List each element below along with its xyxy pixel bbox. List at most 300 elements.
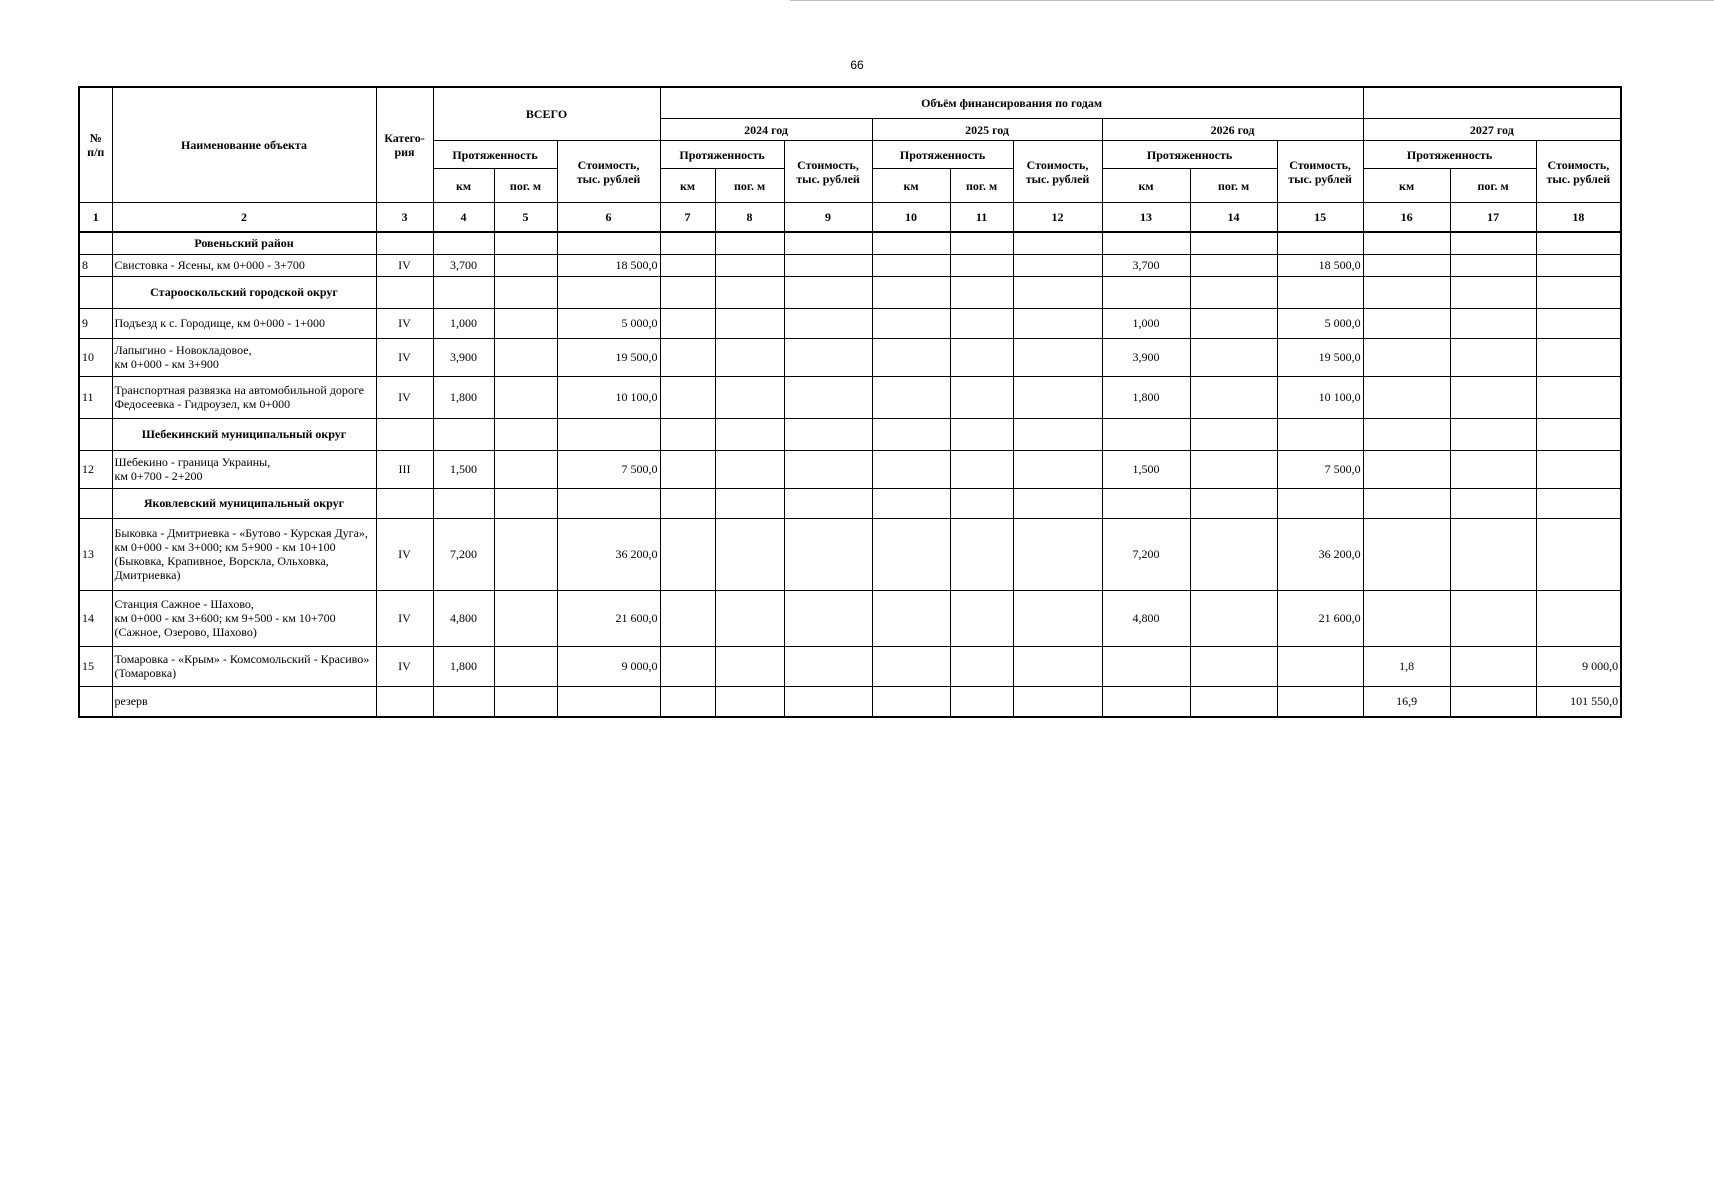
empty-cell (376, 232, 433, 254)
empty-cell (872, 488, 950, 518)
header-pog-m: пог. м (1450, 169, 1536, 203)
empty-cell (1450, 276, 1536, 308)
table-row (79, 450, 1621, 488)
length-km-cell (1363, 308, 1450, 338)
category-cell: IV (376, 338, 433, 376)
header-length: Протяженность (872, 141, 1013, 169)
row-number: 14 (79, 590, 112, 646)
table-row (79, 376, 1621, 418)
empty-cell (784, 276, 872, 308)
header-year-2027: 2027 год (1363, 119, 1621, 141)
cost-cell (784, 254, 872, 276)
length-m-cell (715, 338, 784, 376)
empty-cell (872, 276, 950, 308)
financing-table (78, 86, 1622, 718)
object-name: Подъезд к с. Городище, км 0+000 - 1+000 (112, 308, 376, 338)
cost-cell (557, 686, 660, 717)
cost-cell: 9 000,0 (1536, 646, 1621, 686)
table-row (79, 646, 1621, 686)
empty-cell (557, 488, 660, 518)
length-m-cell (715, 590, 784, 646)
column-index-cell: 3 (376, 203, 433, 233)
section-row (79, 276, 1621, 308)
category-cell: IV (376, 254, 433, 276)
empty-cell (1013, 232, 1102, 254)
row-number: 15 (79, 646, 112, 686)
empty-cell (1277, 276, 1363, 308)
length-km-cell (433, 686, 494, 717)
length-km-cell: 3,700 (433, 254, 494, 276)
category-cell: III (376, 450, 433, 488)
column-index-cell: 11 (950, 203, 1013, 233)
length-km-cell (1363, 450, 1450, 488)
cost-cell: 21 600,0 (557, 590, 660, 646)
empty-cell (1190, 276, 1277, 308)
length-m-cell (1190, 338, 1277, 376)
column-index-cell: 1 (79, 203, 112, 233)
cost-cell: 7 500,0 (1277, 450, 1363, 488)
empty-cell (376, 276, 433, 308)
length-km-cell (872, 590, 950, 646)
cost-cell (1013, 686, 1102, 717)
empty-cell (494, 276, 557, 308)
cost-cell: 21 600,0 (1277, 590, 1363, 646)
empty-cell (715, 276, 784, 308)
cost-cell (784, 338, 872, 376)
length-km-cell: 1,8 (1363, 646, 1450, 686)
scan-edge-line (790, 0, 1714, 1)
cost-cell (1536, 338, 1621, 376)
length-m-cell (950, 254, 1013, 276)
cost-cell: 19 500,0 (1277, 338, 1363, 376)
cost-cell (1013, 308, 1102, 338)
header-pog-m: пог. м (715, 169, 784, 203)
length-m-cell (1450, 686, 1536, 717)
cost-cell (1536, 450, 1621, 488)
empty-cell (494, 418, 557, 450)
header-cost: Стоимость, тыс. рублей (784, 141, 872, 203)
length-km-cell: 7,200 (433, 518, 494, 590)
cost-cell: 10 100,0 (557, 376, 660, 418)
cost-cell (784, 590, 872, 646)
empty-cell (715, 488, 784, 518)
cost-cell: 36 200,0 (1277, 518, 1363, 590)
empty-cell (872, 418, 950, 450)
table-row (79, 518, 1621, 590)
row-number: 13 (79, 518, 112, 590)
cost-cell (1013, 590, 1102, 646)
empty-cell (557, 276, 660, 308)
length-m-cell (715, 308, 784, 338)
header-funding: Объём финансирования по годам (660, 87, 1363, 119)
empty-cell (950, 418, 1013, 450)
cost-cell (784, 686, 872, 717)
length-km-cell (1102, 646, 1190, 686)
cost-cell (1013, 518, 1102, 590)
length-m-cell (715, 646, 784, 686)
length-m-cell (494, 590, 557, 646)
header-pog-m: пог. м (494, 169, 557, 203)
empty-cell (872, 232, 950, 254)
length-km-cell (872, 646, 950, 686)
length-km-cell (660, 646, 715, 686)
header-total: ВСЕГО (433, 87, 660, 141)
table-row (79, 254, 1621, 276)
length-km-cell (872, 338, 950, 376)
section-title: Ровеньский район (112, 232, 376, 254)
cost-cell (1013, 376, 1102, 418)
length-m-cell (1190, 450, 1277, 488)
length-km-cell (1363, 376, 1450, 418)
cost-cell (1013, 254, 1102, 276)
empty-cell (1102, 276, 1190, 308)
length-km-cell (872, 308, 950, 338)
empty-cell (1013, 276, 1102, 308)
cost-cell: 18 500,0 (557, 254, 660, 276)
header-km: км (872, 169, 950, 203)
column-index-cell: 4 (433, 203, 494, 233)
length-km-cell (1102, 686, 1190, 717)
length-km-cell (660, 308, 715, 338)
column-index-cell: 5 (494, 203, 557, 233)
table-body (79, 232, 1621, 717)
header-length: Протяженность (660, 141, 784, 169)
category-cell: IV (376, 518, 433, 590)
length-km-cell (660, 590, 715, 646)
empty-cell (784, 488, 872, 518)
column-index-cell: 15 (1277, 203, 1363, 233)
page-number: 66 (850, 58, 864, 72)
empty-cell (433, 418, 494, 450)
header-pog-m: пог. м (950, 169, 1013, 203)
empty-cell (1363, 276, 1450, 308)
empty-cell (715, 418, 784, 450)
length-m-cell (715, 450, 784, 488)
length-m-cell (1450, 590, 1536, 646)
length-km-cell (660, 254, 715, 276)
table-row (79, 338, 1621, 376)
length-m-cell (494, 646, 557, 686)
object-name: Томаровка - «Крым» - Комсомольский - Красиво» (Томаровка) (112, 646, 376, 686)
empty-cell (950, 232, 1013, 254)
cost-cell (784, 518, 872, 590)
length-km-cell (872, 450, 950, 488)
length-m-cell (1190, 308, 1277, 338)
length-km-cell (660, 686, 715, 717)
cost-cell: 19 500,0 (557, 338, 660, 376)
length-m-cell (950, 308, 1013, 338)
row-number: 10 (79, 338, 112, 376)
cost-cell: 7 500,0 (557, 450, 660, 488)
empty-cell (376, 488, 433, 518)
length-m-cell (715, 376, 784, 418)
column-index-cell: 8 (715, 203, 784, 233)
empty-cell (1363, 488, 1450, 518)
length-m-cell (494, 450, 557, 488)
header-year-2025: 2025 год (872, 119, 1102, 141)
object-name: Быковка - Дмитриевка - «Бутово - Курская Дуга», км 0+000 - км 3+000; км 5+900 - км 10+100 (Быковка, Крапивное, Ворскла, Ольховка, Дмитриевка) (112, 518, 376, 590)
length-km-cell: 7,200 (1102, 518, 1190, 590)
column-index-cell: 2 (112, 203, 376, 233)
empty-cell (494, 488, 557, 518)
length-m-cell (715, 686, 784, 717)
length-km-cell (1363, 254, 1450, 276)
column-index-row (79, 203, 1621, 233)
empty-cell (1102, 488, 1190, 518)
header-funding-blank (1363, 87, 1621, 119)
empty-cell (660, 232, 715, 254)
header-year-2024: 2024 год (660, 119, 872, 141)
cost-cell (1013, 338, 1102, 376)
length-m-cell (950, 686, 1013, 717)
length-m-cell (950, 590, 1013, 646)
length-m-cell (1190, 686, 1277, 717)
empty-cell (79, 418, 112, 450)
cost-cell (784, 646, 872, 686)
length-km-cell: 3,900 (1102, 338, 1190, 376)
length-m-cell (494, 254, 557, 276)
header-pog-m: пог. м (1190, 169, 1277, 203)
object-name: Станция Сажное - Шахово, км 0+000 - км 3+600; км 9+500 - км 10+700 (Сажное, Озерово, Шахово) (112, 590, 376, 646)
length-km-cell: 1,000 (433, 308, 494, 338)
empty-cell (433, 488, 494, 518)
length-km-cell (660, 450, 715, 488)
empty-cell (660, 276, 715, 308)
header-cost: Стоимость, тыс. рублей (1277, 141, 1363, 203)
length-km-cell (872, 376, 950, 418)
object-name: Лапыгино - Новокладовое, км 0+000 - км 3+900 (112, 338, 376, 376)
empty-cell (950, 488, 1013, 518)
empty-cell (1013, 418, 1102, 450)
object-name: Шебекино - граница Украины, км 0+700 - 2+200 (112, 450, 376, 488)
length-m-cell (950, 338, 1013, 376)
header-cost: Стоимость, тыс. рублей (1536, 141, 1621, 203)
length-km-cell: 1,800 (1102, 376, 1190, 418)
section-title: Яковлевский муниципальный округ (112, 488, 376, 518)
cost-cell (1536, 308, 1621, 338)
empty-cell (660, 488, 715, 518)
length-m-cell (950, 450, 1013, 488)
length-m-cell (1190, 646, 1277, 686)
cost-cell (1536, 254, 1621, 276)
length-m-cell (1190, 518, 1277, 590)
length-km-cell: 4,800 (1102, 590, 1190, 646)
category-cell: IV (376, 646, 433, 686)
length-km-cell: 1,800 (433, 646, 494, 686)
empty-cell (660, 418, 715, 450)
column-index-cell: 12 (1013, 203, 1102, 233)
header-km: км (1102, 169, 1190, 203)
empty-cell (433, 232, 494, 254)
section-row (79, 232, 1621, 254)
empty-cell (433, 276, 494, 308)
length-km-cell (1363, 518, 1450, 590)
length-m-cell (1450, 376, 1536, 418)
cost-cell: 10 100,0 (1277, 376, 1363, 418)
section-title: Старооскольский городской округ (112, 276, 376, 308)
column-index-cell: 13 (1102, 203, 1190, 233)
empty-cell (79, 488, 112, 518)
length-m-cell (950, 646, 1013, 686)
length-m-cell (950, 376, 1013, 418)
header-km: км (433, 169, 494, 203)
empty-cell (1277, 488, 1363, 518)
section-title: Шебекинский муниципальный округ (112, 418, 376, 450)
length-m-cell (1450, 518, 1536, 590)
length-m-cell (1450, 646, 1536, 686)
cost-cell (1536, 518, 1621, 590)
category-cell: IV (376, 308, 433, 338)
empty-cell (950, 276, 1013, 308)
cost-cell: 36 200,0 (557, 518, 660, 590)
empty-cell (1102, 418, 1190, 450)
category-cell: IV (376, 590, 433, 646)
column-index-cell: 9 (784, 203, 872, 233)
header-no: № п/п (79, 87, 112, 203)
column-index-cell: 16 (1363, 203, 1450, 233)
header-km: км (1363, 169, 1450, 203)
column-index-cell: 17 (1450, 203, 1536, 233)
cost-cell (1013, 646, 1102, 686)
empty-cell (1536, 418, 1621, 450)
empty-cell (79, 232, 112, 254)
length-km-cell (660, 338, 715, 376)
column-index-cell: 10 (872, 203, 950, 233)
empty-cell (1450, 418, 1536, 450)
cost-cell (784, 450, 872, 488)
empty-cell (1363, 232, 1450, 254)
length-m-cell (494, 308, 557, 338)
header-name: Наименование объекта (112, 87, 376, 203)
header-length: Протяженность (1363, 141, 1536, 169)
table-row (79, 308, 1621, 338)
empty-cell (715, 232, 784, 254)
length-m-cell (494, 686, 557, 717)
length-km-cell: 1,800 (433, 376, 494, 418)
header-length: Протяженность (433, 141, 557, 169)
header-cost: Стоимость, тыс. рублей (1013, 141, 1102, 203)
length-m-cell (494, 518, 557, 590)
cost-cell (1277, 686, 1363, 717)
category-cell (376, 686, 433, 717)
length-m-cell (494, 376, 557, 418)
empty-cell (1450, 488, 1536, 518)
cost-cell (1536, 376, 1621, 418)
length-m-cell (1190, 254, 1277, 276)
cost-cell: 101 550,0 (1536, 686, 1621, 717)
length-km-cell: 1,000 (1102, 308, 1190, 338)
section-row (79, 418, 1621, 450)
header-length: Протяженность (1102, 141, 1277, 169)
length-m-cell (494, 338, 557, 376)
cost-cell (784, 376, 872, 418)
header-km: км (660, 169, 715, 203)
empty-cell (1190, 232, 1277, 254)
empty-cell (1363, 418, 1450, 450)
object-name: резерв (112, 686, 376, 717)
length-km-cell: 3,900 (433, 338, 494, 376)
empty-cell (1013, 488, 1102, 518)
empty-cell (1102, 232, 1190, 254)
length-km-cell (660, 518, 715, 590)
empty-cell (557, 418, 660, 450)
column-index-cell: 14 (1190, 203, 1277, 233)
length-km-cell (1363, 338, 1450, 376)
length-km-cell: 1,500 (433, 450, 494, 488)
empty-cell (376, 418, 433, 450)
cost-cell (784, 308, 872, 338)
empty-cell (79, 276, 112, 308)
object-name: Транспортная развязка на автомобильной дороге Федосеевка - Гидроузел, км 0+000 (112, 376, 376, 418)
table-row (79, 686, 1621, 717)
length-km-cell (1363, 590, 1450, 646)
cost-cell: 18 500,0 (1277, 254, 1363, 276)
row-number (79, 686, 112, 717)
empty-cell (1277, 418, 1363, 450)
length-m-cell (1190, 590, 1277, 646)
empty-cell (784, 232, 872, 254)
header-year-2026: 2026 год (1102, 119, 1363, 141)
cost-cell: 5 000,0 (557, 308, 660, 338)
section-row (79, 488, 1621, 518)
length-km-cell (872, 518, 950, 590)
empty-cell (1190, 488, 1277, 518)
length-km-cell: 16,9 (1363, 686, 1450, 717)
empty-cell (1450, 232, 1536, 254)
length-m-cell (950, 518, 1013, 590)
empty-cell (494, 232, 557, 254)
row-number: 9 (79, 308, 112, 338)
header-cost: Стоимость, тыс. рублей (557, 141, 660, 203)
length-km-cell: 3,700 (1102, 254, 1190, 276)
cost-cell (1536, 590, 1621, 646)
length-m-cell (1450, 338, 1536, 376)
length-km-cell: 4,800 (433, 590, 494, 646)
length-km-cell: 1,500 (1102, 450, 1190, 488)
length-m-cell (1450, 254, 1536, 276)
column-index-cell: 7 (660, 203, 715, 233)
length-km-cell (660, 376, 715, 418)
object-name: Свистовка - Ясены, км 0+000 - 3+700 (112, 254, 376, 276)
length-m-cell (715, 254, 784, 276)
row-number: 12 (79, 450, 112, 488)
table-row (79, 590, 1621, 646)
length-km-cell (872, 686, 950, 717)
row-number: 8 (79, 254, 112, 276)
column-index-cell: 6 (557, 203, 660, 233)
row-number: 11 (79, 376, 112, 418)
empty-cell (784, 418, 872, 450)
length-m-cell (1190, 376, 1277, 418)
cost-cell: 5 000,0 (1277, 308, 1363, 338)
empty-cell (1190, 418, 1277, 450)
empty-cell (1277, 232, 1363, 254)
empty-cell (1536, 232, 1621, 254)
cost-cell (1277, 646, 1363, 686)
empty-cell (1536, 276, 1621, 308)
empty-cell (1536, 488, 1621, 518)
length-m-cell (715, 518, 784, 590)
empty-cell (557, 232, 660, 254)
header-category: Катего- рия (376, 87, 433, 203)
length-m-cell (1450, 450, 1536, 488)
category-cell: IV (376, 376, 433, 418)
column-index-cell: 18 (1536, 203, 1621, 233)
cost-cell: 9 000,0 (557, 646, 660, 686)
length-m-cell (1450, 308, 1536, 338)
length-km-cell (872, 254, 950, 276)
cost-cell (1013, 450, 1102, 488)
